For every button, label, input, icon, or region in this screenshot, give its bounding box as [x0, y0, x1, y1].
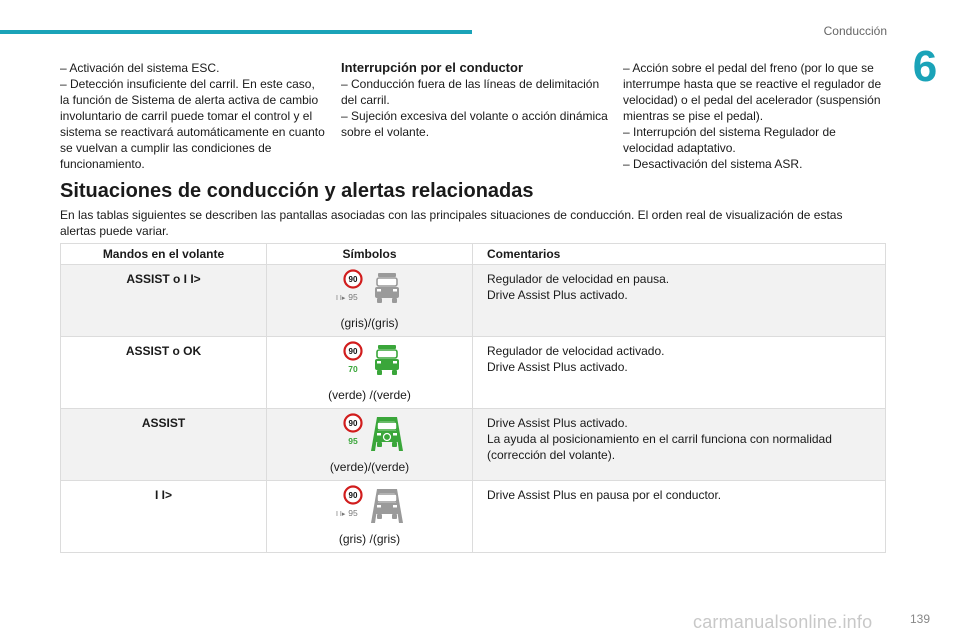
- drive-assist-icon: [333, 269, 407, 313]
- car-body-icon: [375, 503, 399, 514]
- car-windshield-icon: [377, 422, 397, 430]
- column-3: [623, 60, 888, 172]
- comment-cell: [473, 337, 886, 409]
- symbol-cell: [267, 481, 473, 553]
- car-headlight-icon: [377, 433, 381, 436]
- car-wheel-icon: [377, 298, 382, 303]
- symbol-caption: (gris)/(gris): [340, 316, 399, 330]
- set-speed-value: 95: [347, 436, 358, 446]
- table-row: [61, 481, 886, 553]
- car-windshield-icon: [377, 278, 397, 286]
- car-roof-icon: [378, 273, 396, 277]
- comment-line: Drive Assist Plus activado.: [487, 288, 628, 302]
- speed-limit-value: 90: [348, 491, 357, 501]
- command-cell: I I>: [61, 481, 267, 553]
- car-wheel-icon: [377, 514, 382, 519]
- car-roof-icon: [378, 345, 396, 349]
- car-headlight-icon: [377, 505, 381, 508]
- drive-assist-icon: [333, 485, 407, 529]
- symbol-cell: [267, 265, 473, 337]
- car-wheel-icon: [377, 442, 382, 447]
- car-roof-icon: [378, 417, 396, 421]
- command-cell: ASSIST: [61, 409, 267, 481]
- section-title: Situaciones de conducción y alertas relacionadas: [60, 180, 534, 202]
- car-wheel-icon: [392, 442, 397, 447]
- car-body-icon: [375, 287, 399, 298]
- car-roof-icon: [378, 489, 396, 493]
- drive-assist-icon: [333, 341, 407, 385]
- comment-line: Drive Assist Plus activado.: [487, 360, 628, 374]
- subheading: Interrupción por el conductor: [341, 60, 524, 75]
- symbol-caption: (gris) /(gris): [338, 532, 401, 546]
- symbol-cell: [267, 409, 473, 481]
- car-headlight-icon: [377, 361, 381, 364]
- car-headlight-icon: [377, 289, 381, 292]
- header-accent-bar: [0, 30, 472, 34]
- set-speed-value: 95: [347, 292, 358, 302]
- car-wheel-icon: [377, 370, 382, 375]
- list-item: – Detección insuficiente del carril. En este caso, la función de Sistema de alerta activa de cambio involuntario de carril puede tomar el control y el sistema se reactivará automáticamente en cuanto se vuelvan a cumplir las condiciones de funcionamiento.: [60, 77, 325, 171]
- watermark: carmanualsonline.info: [693, 612, 873, 632]
- list-item: – Desactivación del sistema ASR.: [623, 157, 803, 171]
- pause-icon: I I▸: [335, 295, 345, 302]
- symbol-caption: (verde) /(verde): [328, 388, 411, 402]
- table-header-row: [61, 244, 886, 265]
- speed-limit-value: 90: [348, 347, 357, 357]
- list-item: – Acción sobre el pedal del freno (por lo que se interrumpe hasta que se reactive el regulador de velocidad) o el pedal del acelerador (suspensión mientras se pise el pedal).: [623, 61, 882, 123]
- car-wheel-icon: [392, 514, 397, 519]
- car-windshield-icon: [377, 350, 397, 358]
- set-speed-value: 95: [347, 508, 358, 518]
- command-cell: ASSIST o I I>: [61, 265, 267, 337]
- situations-table: [60, 243, 886, 553]
- chapter-number: 6: [912, 42, 938, 91]
- column-1: [60, 60, 325, 172]
- page-number: 139: [909, 612, 930, 626]
- comment-line: Regulador de velocidad activado.: [487, 344, 665, 358]
- symbol-caption: (verde)/(verde): [329, 460, 410, 474]
- table-row: [61, 337, 886, 409]
- car-headlight-icon: [393, 433, 397, 436]
- comment-line: La ayuda al posicionamiento en el carril funciona con normalidad (corrección del volante).: [487, 432, 832, 462]
- speed-limit-value: 90: [348, 419, 357, 429]
- set-speed-value: 70: [347, 364, 358, 374]
- table-row: [61, 409, 886, 481]
- drive-assist-icon: [333, 413, 407, 457]
- comment-line: Drive Assist Plus en pausa por el conductor.: [487, 488, 722, 502]
- section-intro: En las tablas siguientes se describen las pantallas asociadas con las principales situaciones de conducción. El orden real de visualización de estas alertas puede variar.: [60, 208, 843, 238]
- list-item: – Sujeción excesiva del volante o acción dinámica sobre el volante.: [341, 109, 608, 139]
- car-headlight-icon: [393, 289, 397, 292]
- comment-cell: [473, 481, 886, 553]
- car-wheel-icon: [392, 370, 397, 375]
- list-item: – Conducción fuera de las líneas de delimitación del carril.: [341, 77, 600, 107]
- pause-icon: I I▸: [335, 511, 345, 518]
- command-cell: ASSIST o OK: [61, 337, 267, 409]
- car-headlight-icon: [393, 505, 397, 508]
- comment-cell: [473, 265, 886, 337]
- column-header-symbols: Símbolos: [267, 244, 473, 265]
- comment-line: Drive Assist Plus activado.: [487, 416, 628, 430]
- car-headlight-icon: [393, 361, 397, 364]
- list-item: – Interrupción del sistema Regulador de velocidad adaptativo.: [623, 125, 836, 155]
- column-2: [341, 60, 611, 140]
- symbol-cell: [267, 337, 473, 409]
- column-header-commands: Mandos en el volante: [61, 244, 267, 265]
- car-wheel-icon: [392, 298, 397, 303]
- car-windshield-icon: [377, 494, 397, 502]
- car-body-icon: [375, 359, 399, 370]
- section-label: Conducción: [823, 24, 887, 38]
- column-header-comments: Comentarios: [473, 244, 886, 265]
- comment-line: Regulador de velocidad en pausa.: [487, 272, 670, 286]
- speed-limit-value: 90: [348, 275, 357, 285]
- comment-cell: [473, 409, 886, 481]
- table-row: [61, 265, 886, 337]
- list-item: – Activación del sistema ESC.: [60, 61, 220, 75]
